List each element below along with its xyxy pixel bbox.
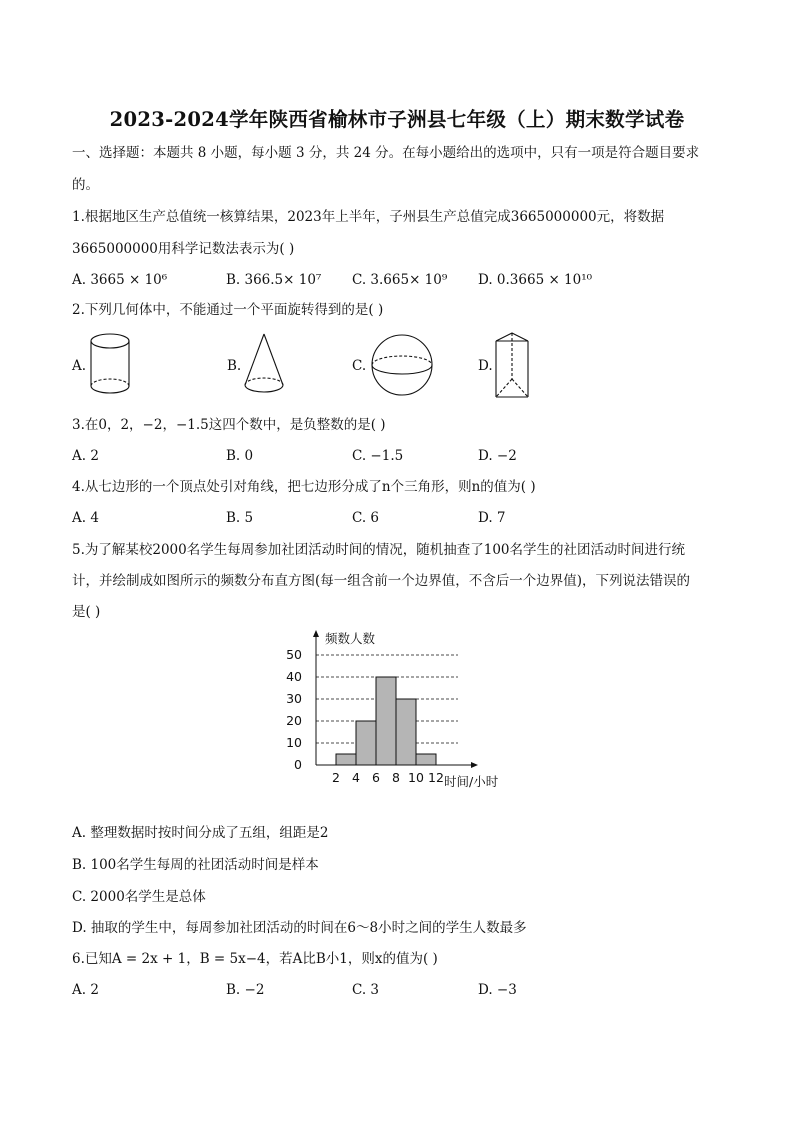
cone-icon — [243, 332, 287, 398]
q3-option-d[interactable]: D. −2 — [478, 448, 517, 464]
q1-option-d[interactable]: D. 0.3665 × 10¹⁰ — [478, 272, 593, 288]
bar-4-6 — [356, 721, 376, 765]
q5-text-line2: 计，并绘制成如图所示的频数分布直方图(每一组含前一个边界值，不含后一个边界值)，下列说法错误的 — [72, 573, 691, 589]
x-axis-label: 时间/小时 — [444, 774, 499, 789]
x-tick-label-4: 4 — [352, 770, 360, 785]
section-heading-line2: 的。 — [72, 177, 99, 193]
q6-text-line1: 6.已知A = 2x + 1，B = 5x−4，若A比B小1，则x的值为( ) — [72, 951, 438, 967]
q2-text-line1: 2.下列几何体中，不能通过一个平面旋转得到的是( ) — [72, 302, 384, 318]
q5-text-line3: 是( ) — [72, 604, 101, 620]
q6-option-c[interactable]: C. 3 — [352, 982, 380, 998]
q3-options — [72, 446, 732, 466]
q2-option-b[interactable]: B. — [227, 358, 242, 374]
q1-text-line1: 1.根据地区生产总值统一核算结果，2023年上半年，子州县生产总值完成3665000000元，将数据 — [72, 209, 665, 225]
x-tick-label-2: 2 — [332, 770, 340, 785]
x-axis-arrow — [471, 762, 478, 768]
q4-option-a[interactable]: A. 4 — [72, 510, 99, 526]
q1-options — [72, 270, 732, 290]
q6-options — [72, 980, 732, 1000]
histogram-chart — [278, 628, 518, 798]
q4-text-line1: 4.从七边形的一个顶点处引对角线，把七边形分成了n个三角形，则n的值为( ) — [72, 479, 536, 495]
section-heading-line1: 一、选择题：本题共 8 小题，每小题 3 分，共 24 分。在每小题给出的选项中，只有一项是符合题目要求 — [72, 145, 700, 161]
q6-option-d[interactable]: D. −3 — [478, 982, 517, 998]
q5-option-c[interactable]: C. 2000名学生是总体 — [72, 889, 206, 905]
cylinder-icon — [88, 332, 132, 396]
y-tick-label-40: 40 — [286, 669, 302, 684]
q3-option-a[interactable]: A. 2 — [72, 448, 99, 464]
y-axis-label: 频数人数 — [325, 631, 376, 646]
q3-option-b[interactable]: B. 0 — [226, 448, 254, 464]
q4-option-c[interactable]: C. 6 — [352, 510, 380, 526]
page-title: 2023-2024学年陕西省榆林市子洲县七年级（上）期末数学试卷 — [109, 108, 685, 131]
bar-10-12 — [416, 754, 436, 765]
y-tick-label-10: 10 — [286, 735, 302, 750]
q5-text-line1: 5.为了解某校2000名学生每周参加社团活动时间的情况，随机抽查了100名学生的社团活动时间进行统 — [72, 542, 686, 558]
q1-text-line2: 3665000000用科学记数法表示为( ) — [72, 241, 295, 257]
q2-option-a[interactable]: A. — [72, 358, 87, 374]
q1-option-c[interactable]: C. 3.665× 10⁹ — [352, 272, 448, 288]
q2-option-d[interactable]: D. — [478, 358, 493, 374]
y-tick-label-0: 0 — [294, 757, 302, 772]
q3-option-c[interactable]: C. −1.5 — [352, 448, 404, 464]
y-tick-label-30: 30 — [286, 691, 302, 706]
x-tick-label-12: 12 — [428, 770, 444, 785]
y-tick-label-20: 20 — [286, 713, 302, 728]
q4-option-b[interactable]: B. 5 — [226, 510, 254, 526]
q5-option-b[interactable]: B. 100名学生每周的社团活动时间是样本 — [72, 857, 319, 873]
x-tick-label-6: 6 — [372, 770, 380, 785]
q6-option-b[interactable]: B. −2 — [226, 982, 265, 998]
triangular-prism-icon — [494, 331, 538, 401]
q5-option-a[interactable]: A. 整理数据时按时间分成了五组，组距是2 — [72, 825, 329, 841]
bar-8-10 — [396, 699, 416, 765]
q3-text-line1: 3.在0，2，−2，−1.5这四个数中，是负整数的是( ) — [72, 417, 386, 433]
bar-2-4 — [336, 754, 356, 765]
x-tick-label-8: 8 — [392, 770, 400, 785]
q2-option-c[interactable]: C. — [352, 358, 367, 374]
q1-option-a[interactable]: A. 3665 × 10⁶ — [72, 272, 168, 288]
q6-option-a[interactable]: A. 2 — [72, 982, 99, 998]
y-axis-arrow — [313, 630, 319, 637]
q5-option-d[interactable]: D. 抽取的学生中，每周参加社团活动的时间在6～8小时之间的学生人数最多 — [72, 920, 527, 936]
x-tick-label-10: 10 — [408, 770, 424, 785]
q1-option-b[interactable]: B. 366.5× 10⁷ — [226, 272, 322, 288]
bar-6-8 — [376, 677, 396, 765]
q4-option-d[interactable]: D. 7 — [478, 510, 506, 526]
y-tick-label-50: 50 — [286, 647, 302, 662]
q4-options — [72, 508, 732, 528]
sphere-icon — [367, 334, 439, 400]
